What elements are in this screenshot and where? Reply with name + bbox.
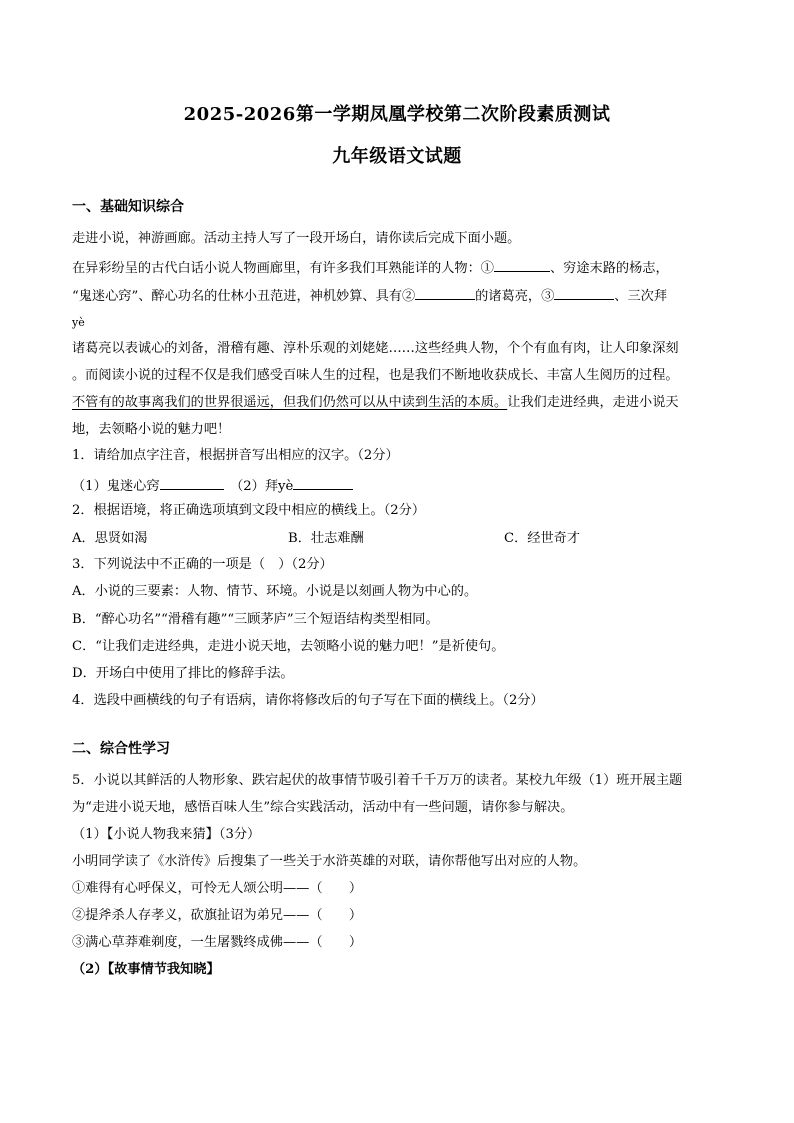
passage-text: 、穷途末路的杨志， <box>550 261 669 276</box>
section1-intro: 走进小说，神游画廊。活动主持人写了一段开场白，请你读后完成下面小题。 <box>72 231 521 246</box>
question-1-items <box>72 475 732 496</box>
passage-line-4: 。而阅读小说的过程不仅是我们感受百味人生的过程，也是我们不断地收获成长、丰富人生阅历的过程。 <box>72 368 679 383</box>
passage-line-1 <box>72 257 732 278</box>
q3-option-b[interactable]: B．“醉心功名”“滑稽有趣”“三顾茅庐”三个短语结构类型相同。 <box>72 612 439 627</box>
passage-text: 在异彩纷呈的古代白话小说人物画廊里，有许多我们耳熟能详的人物：① <box>72 261 494 276</box>
passage-text: 、三次拜 <box>614 289 668 304</box>
q1-item-b: （2）拜yè <box>236 479 294 494</box>
q3-option-a[interactable]: A．小说的三要素：人物、情节、环境。小说是以刻画人物为中心的。 <box>72 584 478 599</box>
section1-heading: 一、基础知识综合 <box>72 199 184 215</box>
q5-sub1-title: （1）【小说人物我来猜】（3分） <box>72 827 261 842</box>
question-1: 1．请给加点字注音，根据拼音写出相应的汉字。（2分） <box>72 448 399 463</box>
q2-option-a[interactable]: A．思贤如渴 <box>72 531 148 546</box>
question-5-line-2: 为“走进小说天地，感悟百味人生”综合实践活动，活动中有一些问题，请你参与解决。 <box>72 800 574 815</box>
exam-subtitle: 九年级语文试题 <box>332 146 462 167</box>
passage-line-5 <box>72 394 732 412</box>
question-3: 3．下列说法中不正确的一项是（ ）（2分） <box>72 557 333 572</box>
passage-line-3: 诸葛亮以表诚心的刘备，滑稽有趣、淳朴乐观的刘姥姥……这些经典人物，个个有血有肉，让人印象深刻 <box>72 341 679 356</box>
q3-option-d[interactable]: D．开场白中使用了排比的修辞手法。 <box>72 666 294 681</box>
blank-2[interactable] <box>415 285 475 300</box>
pinyin-yè: yè <box>72 316 85 329</box>
q1-blank-a[interactable] <box>160 475 224 490</box>
blank-3[interactable] <box>554 285 614 300</box>
q2-option-b[interactable]: B．壮志难酬 <box>288 531 364 546</box>
couplet-1: ①难得有心呼保义，可怜无人颂公明——（ ） <box>72 881 363 896</box>
exam-title: 2025-2026第一学期凤凰学校第二次阶段素质测试 <box>183 104 611 125</box>
couplet-2: ②提斧杀人存孝义，砍旗扯诏为弟兄——（ ） <box>72 908 363 923</box>
q2-option-c[interactable]: C．经世奇才 <box>504 531 581 546</box>
q3-option-c[interactable]: C．“让我们走进经典，走进小说天地，去领略小说的魅力吧！”是祈使句。 <box>72 639 505 654</box>
q1-blank-b[interactable] <box>293 475 353 490</box>
couplet-3: ③满心草莽难剃度，一生屠戮终成佛——（ ） <box>72 935 363 950</box>
underlined-sentence: 不管有的故事离我们的世界很遥远，但我们仍然可以从中读到生活的本质。 <box>72 395 508 410</box>
blank-1[interactable] <box>494 257 550 272</box>
question-5-line-1: 5．小说以其鲜活的人物形象、跌宕起伏的故事情节吸引着千千万万的读者。某校九年级（1）班开展主题 <box>72 773 683 788</box>
passage-text: 让我们走进经典，走进小说天 <box>507 395 679 410</box>
passage-line-2 <box>72 285 732 306</box>
q1-item-a: （1）鬼迷心窍 <box>72 479 160 494</box>
passage-line-6: 地，去领略小说的魅力吧！ <box>72 422 231 437</box>
passage-text: “鬼迷心窍”、醉心功名的仕林小丑范进，神机妙算、具有② <box>72 289 416 304</box>
q5-sub2-title: （2）【故事情节我知晓】 <box>72 962 220 977</box>
passage-text: 的诸葛亮，③ <box>475 289 555 304</box>
q5-sub1-intro: 小明同学读了《水浒传》后搜集了一些关于水浒英雄的对联，请你帮他写出对应的人物。 <box>72 854 587 869</box>
question-2: 2．根据语境，将正确选项填到文段中相应的横线上。（2分） <box>72 503 426 518</box>
question-4: 4．选段中画横线的句子有语病，请你将修改后的句子写在下面的横线上。（2分） <box>72 693 544 708</box>
section2-heading: 二、综合性学习 <box>72 741 170 757</box>
